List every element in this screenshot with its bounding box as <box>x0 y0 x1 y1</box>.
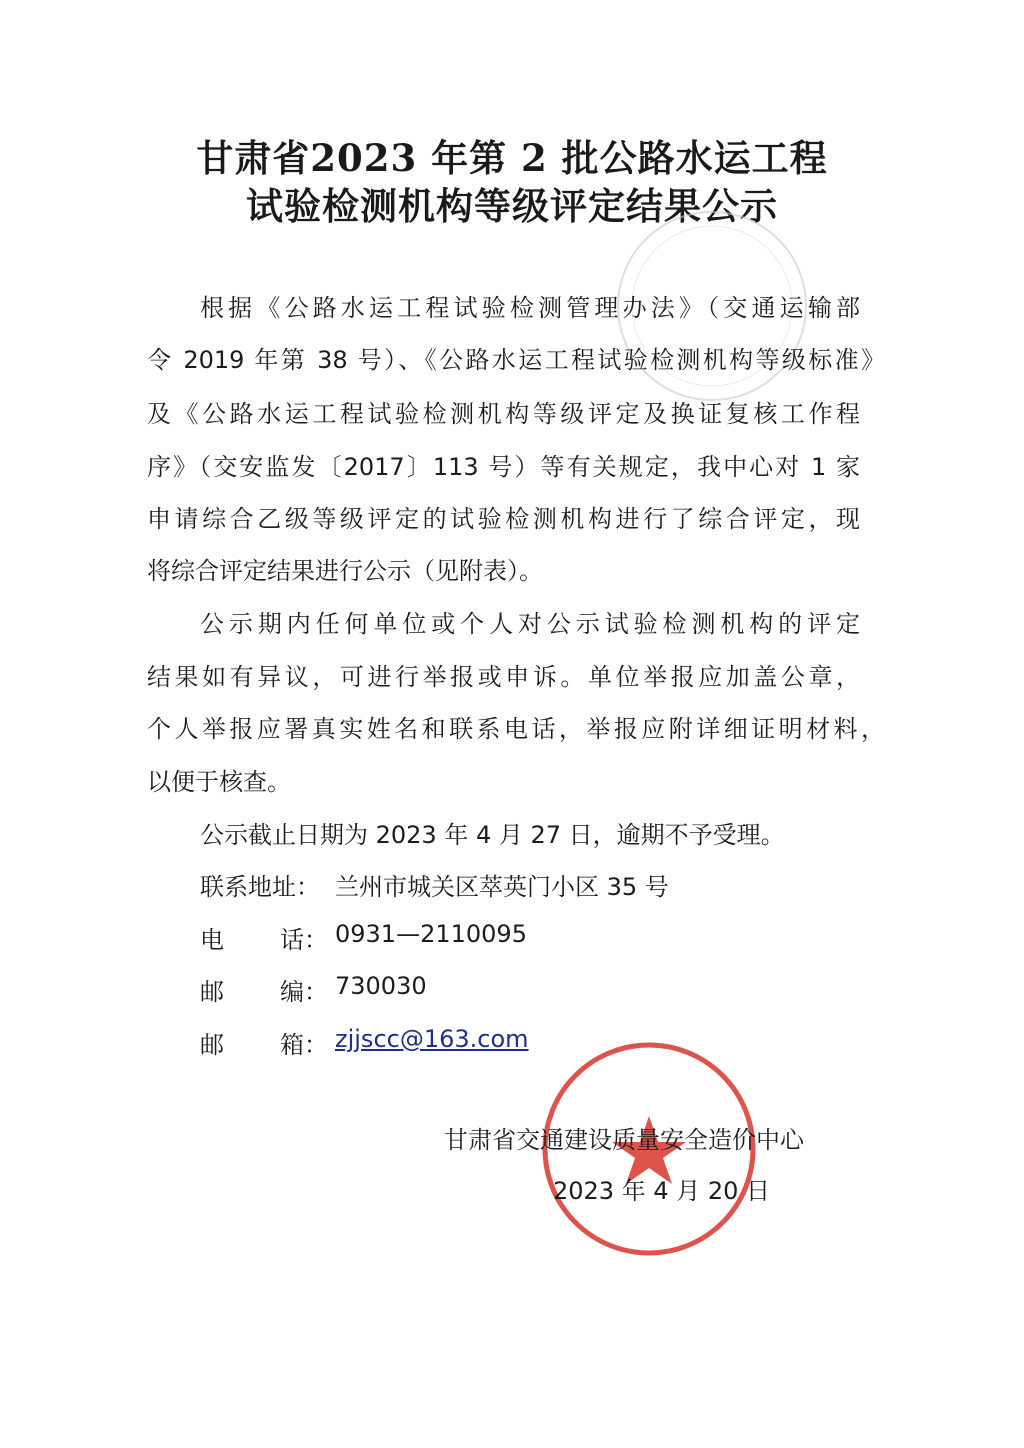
phone-value: 0931—2110095 <box>335 920 527 948</box>
address-value: 兰州市城关区萃英门小区 35 号 <box>335 873 669 901</box>
title-line-1: 甘肃省2023 年第 2 批公路水运工程 <box>196 136 828 180</box>
signature-date: 2023 年 4 月 20 日 <box>553 1177 771 1205</box>
signature-org: 甘肃省交通建设质量安全造价中心 <box>444 1126 804 1154</box>
paragraph-2-line-1: 公示期内任何单位或个人对公示试验检测机构的评定 <box>200 610 860 638</box>
paragraph-2-line-4: 以便于核查。 <box>147 768 291 796</box>
paragraph-1-line-6: 将综合评定结果进行公示（见附表）。 <box>147 557 543 585</box>
paragraph-1-line-4: 序》（交安监发〔2017〕113 号）等有关规定，我中心对 1 家 <box>147 453 860 481</box>
address-label: 联系地址： <box>200 873 320 901</box>
postcode-label-2: 编： <box>280 978 328 1006</box>
email-label-2: 箱： <box>280 1031 328 1059</box>
phone-label-2: 话： <box>280 926 328 954</box>
postcode-label-1: 邮 <box>200 978 224 1006</box>
postcode-value: 730030 <box>335 972 427 1000</box>
paragraph-1-line-3: 及《公路水运工程试验检测机构等级评定及换证复核工作程 <box>147 400 860 428</box>
email-label-1: 邮 <box>200 1031 224 1059</box>
paragraph-1-line-5: 申请综合乙级等级评定的试验检测机构进行了综合评定，现 <box>147 505 860 533</box>
phone-label-1: 电 <box>200 926 224 954</box>
paragraph-1-line-2: 令 2019 年第 38 号）、《公路水运工程试验检测机构等级标准》 <box>147 346 885 374</box>
title-line-2: 试验检测机构等级评定结果公示 <box>246 184 778 228</box>
deadline-text: 公示截止日期为 2023 年 4 月 27 日，逾期不予受理。 <box>200 821 785 849</box>
paragraph-2-line-3: 个人举报应署真实姓名和联系电话，举报应附详细证明材料， <box>147 715 885 743</box>
paragraph-1-line-1: 根据《公路水运工程试验检测管理办法》（交通运输部 <box>200 294 860 322</box>
email-link[interactable]: zjjscc@163.com <box>335 1025 529 1053</box>
paragraph-2-line-2: 结果如有异议，可进行举报或申诉。单位举报应加盖公章， <box>147 663 860 691</box>
